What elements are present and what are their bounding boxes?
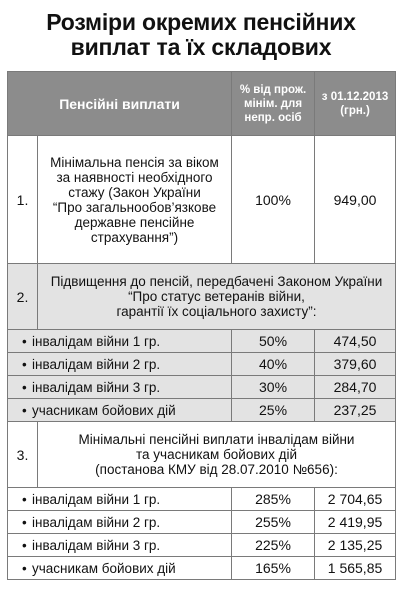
row-label (8, 376, 232, 399)
header-percent-line: мінім. для (243, 97, 303, 110)
description-line: Мінімальна пенсія за віком (50, 154, 219, 170)
title-line-2: виплат та їх складових (70, 34, 332, 60)
table-header-row (8, 72, 396, 136)
table-row (8, 330, 396, 353)
section-header-row (8, 264, 396, 330)
row-label (8, 399, 232, 422)
row-label (8, 330, 232, 353)
header-percent-line: непр. осіб (244, 111, 302, 124)
bullet-icon: • (22, 491, 27, 507)
bullet-icon: • (22, 379, 27, 395)
amount-cell: 284,70 (315, 376, 396, 399)
row-label-text: інвалідам війни 2 гр. (32, 514, 161, 530)
bullet-icon: • (22, 537, 27, 553)
table-row (8, 399, 396, 422)
table-row (8, 376, 396, 399)
section1-description (38, 136, 232, 264)
percent-cell: 50% (232, 330, 315, 353)
title-line-1: Розміри окремих пенсійних (46, 9, 356, 35)
percent-cell: 40% (232, 353, 315, 376)
row-label-text: інвалідам війни 3 гр. (32, 537, 161, 553)
percent-cell: 25% (232, 399, 315, 422)
row-label-text: інвалідам війни 3 гр. (32, 379, 161, 395)
row-label-text: учасникам бойових дій (32, 402, 176, 418)
description-line: державне пенсійне (74, 214, 195, 230)
percent-cell: 30% (232, 376, 315, 399)
header-amount (315, 72, 396, 136)
amount-cell: 2 135,25 (315, 534, 396, 557)
row-label (8, 557, 232, 580)
row-label-text: інвалідам війни 1 гр. (32, 333, 161, 349)
amount-cell: 949,00 (315, 136, 396, 264)
header-amount-line: з 01.12.2013 (321, 90, 389, 103)
bullet-icon: • (22, 560, 27, 576)
description-line: (постанова КМУ від 28.07.2010 №656): (95, 462, 338, 477)
table-row (8, 353, 396, 376)
amount-cell: 1 565,85 (315, 557, 396, 580)
table-row (8, 511, 396, 534)
row-label (8, 534, 232, 557)
description-line: “Про загальнообов’язкове (52, 199, 217, 215)
header-percent-line: % від прож. (239, 83, 307, 96)
percent-cell: 255% (232, 511, 315, 534)
description-line: та учасникам бойових дій (136, 447, 297, 462)
table-row (8, 534, 396, 557)
amount-cell: 2 704,65 (315, 488, 396, 511)
row-label-text: інвалідам війни 2 гр. (32, 356, 161, 372)
description-line: Підвищення до пенсій, передбачені Законом України (50, 274, 383, 289)
row-number: 2. (8, 264, 38, 330)
percent-cell: 100% (232, 136, 315, 264)
description-line: гарантії їх соціального захисту”: (116, 304, 317, 319)
amount-cell: 474,50 (315, 330, 396, 353)
header-amount-line: (грн.) (340, 104, 370, 117)
bullet-icon: • (22, 356, 27, 372)
row-label-text: інвалідам війни 1 гр. (32, 491, 161, 507)
description-line: Мінімальні пенсійні виплати інвалідам війни (78, 432, 355, 447)
row-label (8, 353, 232, 376)
row-label (8, 511, 232, 534)
percent-cell: 225% (232, 534, 315, 557)
row-label-text: учасникам бойових дій (32, 560, 176, 576)
table-row (8, 136, 396, 264)
section-header-row (8, 422, 396, 488)
table-row (8, 488, 396, 511)
bullet-icon: • (22, 514, 27, 530)
bullet-icon: • (22, 402, 27, 418)
percent-cell: 165% (232, 557, 315, 580)
description-line: “Про статус ветеранів війни, (128, 289, 305, 304)
page-title (0, 0, 402, 66)
row-number: 1. (8, 136, 38, 264)
description-line: за наявності необхідного (56, 169, 213, 185)
bullet-icon: • (22, 333, 27, 349)
amount-cell: 379,60 (315, 353, 396, 376)
pension-table (7, 71, 396, 580)
percent-cell: 285% (232, 488, 315, 511)
table-row (8, 557, 396, 580)
header-percent (232, 72, 315, 136)
section2-description (38, 264, 396, 330)
amount-cell: 2 419,95 (315, 511, 396, 534)
row-number: 3. (8, 422, 38, 488)
row-label (8, 488, 232, 511)
section3-description (38, 422, 396, 488)
amount-cell: 237,25 (315, 399, 396, 422)
description-line: страхування”) (90, 229, 179, 245)
header-payments: Пенсійні виплати (8, 72, 232, 136)
description-line: стажу (Закон України (68, 184, 201, 200)
